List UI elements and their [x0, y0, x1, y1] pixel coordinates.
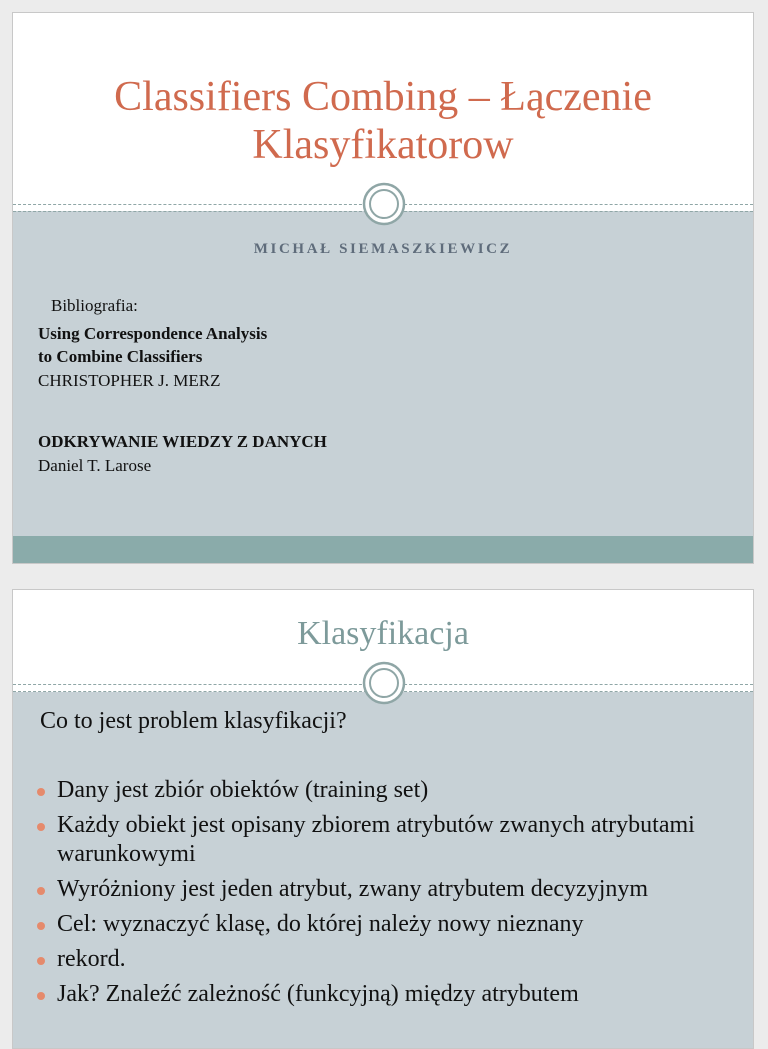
- footer-bar: [13, 536, 753, 564]
- reference-title: ODKRYWANIE WIEDZY Z DANYCH: [38, 432, 327, 451]
- circle-ornament-icon: [362, 661, 406, 705]
- reference-author: Daniel T. Larose: [38, 456, 152, 475]
- bullet-dot-icon: [37, 922, 45, 930]
- slide-title: Klasyfikacja: [297, 615, 469, 652]
- bullet-text: Każdy obiekt jest opisany zbiorem atrybutów zwanych atrybutami warunkowymi: [57, 812, 695, 867]
- reference-title: Using Correspondence Analysis: [38, 324, 268, 343]
- bullet-list: [35, 776, 737, 1015]
- title-line-1: Classifiers Combing – Łączenie: [114, 74, 652, 120]
- bullet-text: rekord.: [57, 946, 126, 972]
- title-slide: [12, 12, 754, 564]
- bullet-dot-icon: [37, 788, 45, 796]
- list-item: [35, 875, 737, 904]
- reference-author: CHRISTOPHER J. MERZ: [38, 371, 221, 390]
- list-item: [35, 776, 737, 805]
- list-item: [35, 980, 737, 1009]
- bullet-dot-icon: [37, 992, 45, 1000]
- title-area: [13, 13, 753, 206]
- bullet-text: Dany jest zbiór obiektów (training set): [57, 777, 429, 803]
- bibliography-label: Bibliografia:: [51, 296, 138, 315]
- title-line-2: Klasyfikatorow: [252, 122, 514, 168]
- bullet-dot-icon: [37, 823, 45, 831]
- bullet-text: Wyróżniony jest jeden atrybut, zwany atrybutem decyzyjnym: [57, 876, 649, 902]
- list-item: [35, 945, 737, 974]
- author-name: MICHAŁ SIEMASZKIEWICZ: [253, 241, 513, 257]
- bullet-dot-icon: [37, 887, 45, 895]
- list-item: [35, 910, 737, 939]
- slide-title: [13, 73, 753, 169]
- bullet-text: Cel: wyznaczyć klasę, do której należy nowy nieznany: [57, 911, 584, 937]
- list-item: [35, 811, 737, 869]
- circle-ornament-icon: [362, 182, 406, 226]
- bullet-text: Jak? Znaleźć zależność (funkcyjną) między atrybutem: [57, 981, 579, 1007]
- reference-title: to Combine Classifiers: [38, 347, 203, 366]
- content-slide: [12, 589, 754, 1049]
- bullet-dot-icon: [37, 957, 45, 965]
- slide-question: Co to jest problem klasyfikacji?: [40, 708, 347, 734]
